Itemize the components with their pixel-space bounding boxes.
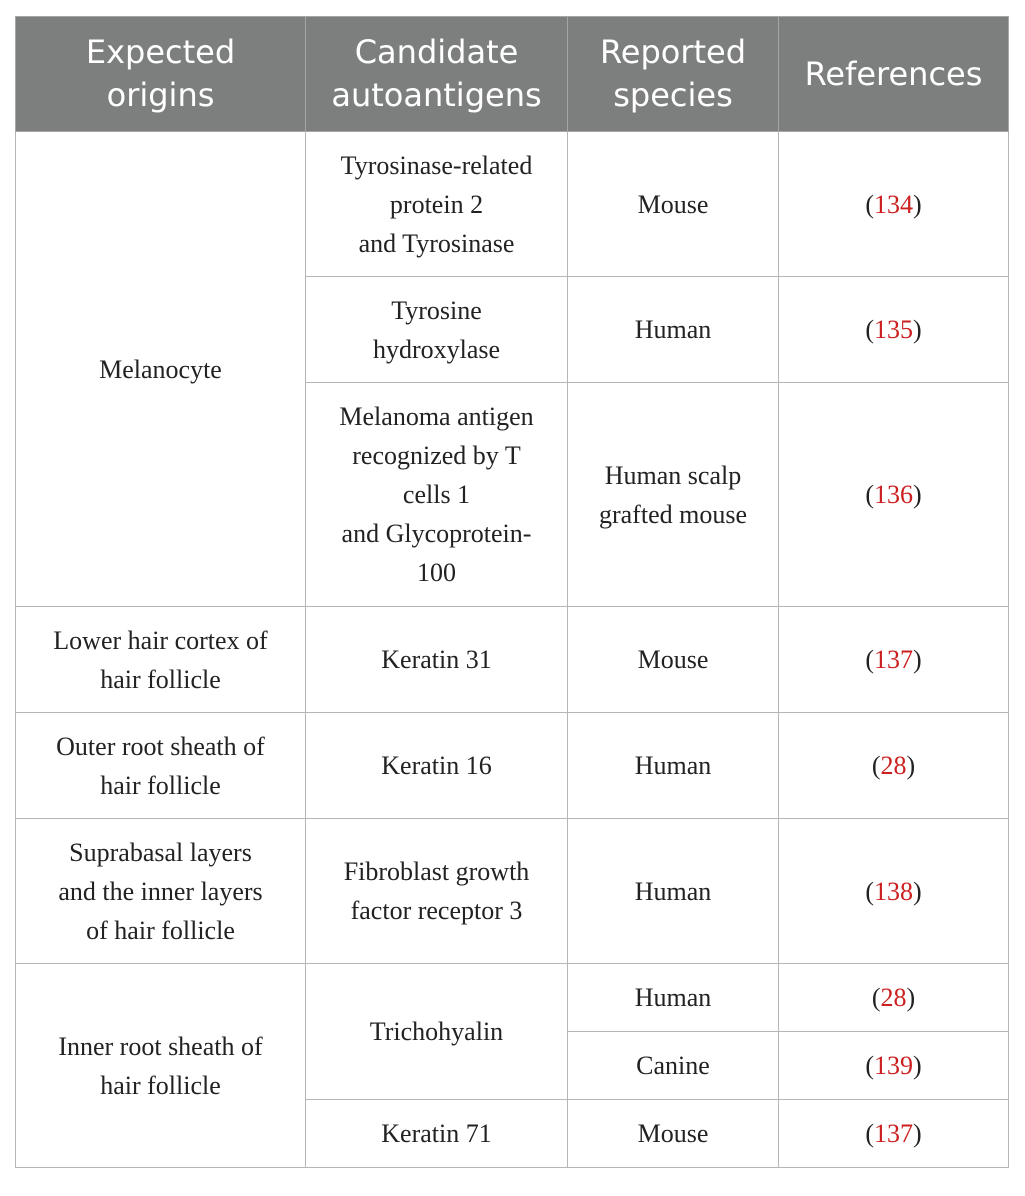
reference-link[interactable]: 137	[874, 1119, 913, 1148]
reference-cell: (137)	[779, 1100, 1009, 1168]
antigen-cell: Melanoma antigen recognized by T cells 1 and Glycoprotein- 100	[306, 383, 568, 607]
antigen-cell: Trichohyalin	[306, 964, 568, 1100]
table-row	[16, 132, 1009, 277]
species-cell: Human	[568, 819, 779, 964]
header-candidate-autoantigens: Candidate autoantigens	[306, 17, 568, 132]
reference-cell: (135)	[779, 277, 1009, 383]
reference-link[interactable]: 139	[874, 1051, 913, 1080]
header-expected-origins: Expected origins	[16, 17, 306, 132]
reference-link[interactable]: 138	[874, 876, 913, 906]
table-row	[16, 607, 1009, 713]
header-references: References	[779, 17, 1009, 132]
species-cell: Human	[568, 713, 779, 819]
reference-cell: (28)	[779, 713, 1009, 819]
reference-link[interactable]: 28	[880, 751, 907, 780]
species-cell: Mouse	[568, 607, 779, 713]
reference-link[interactable]: 137	[874, 645, 913, 674]
species-cell: Mouse	[568, 1100, 779, 1168]
species-cell: Human	[568, 277, 779, 383]
table-row	[16, 964, 1009, 1032]
species-cell: Human	[568, 964, 779, 1032]
table-row	[16, 819, 1009, 964]
antigen-cell: Keratin 16	[306, 713, 568, 819]
species-cell: Canine	[568, 1032, 779, 1100]
antigen-cell: Tyrosinase-related protein 2 and Tyrosinase	[306, 132, 568, 277]
reference-cell: (136)	[779, 383, 1009, 607]
reference-cell: (138)	[779, 819, 1009, 964]
origin-cell: Outer root sheath of hair follicle	[16, 713, 306, 819]
origin-cell: Inner root sheath of hair follicle	[16, 964, 306, 1168]
origin-cell: Melanocyte	[16, 132, 306, 607]
antigen-cell: Tyrosine hydroxylase	[306, 277, 568, 383]
table-row	[16, 713, 1009, 819]
antigen-cell: Fibroblast growth factor receptor 3	[306, 819, 568, 964]
header-reported-species: Reported species	[568, 17, 779, 132]
species-cell: Mouse	[568, 132, 779, 277]
reference-cell: (134)	[779, 132, 1009, 277]
reference-link[interactable]: 136	[874, 480, 913, 509]
reference-cell: (139)	[779, 1032, 1009, 1100]
reference-link[interactable]: 135	[874, 315, 913, 344]
origin-cell: Suprabasal layers and the inner layers of hair follicle	[16, 819, 306, 964]
reference-link[interactable]: 134	[874, 189, 913, 219]
antigen-cell: Keratin 71	[306, 1100, 568, 1168]
header-row	[16, 17, 1009, 132]
autoantigen-table	[15, 16, 1009, 1168]
antigen-cell: Keratin 31	[306, 607, 568, 713]
reference-cell: (28)	[779, 964, 1009, 1032]
reference-cell: (137)	[779, 607, 1009, 713]
reference-link[interactable]: 28	[880, 983, 907, 1012]
species-cell: Human scalp grafted mouse	[568, 383, 779, 607]
origin-cell: Lower hair cortex of hair follicle	[16, 607, 306, 713]
